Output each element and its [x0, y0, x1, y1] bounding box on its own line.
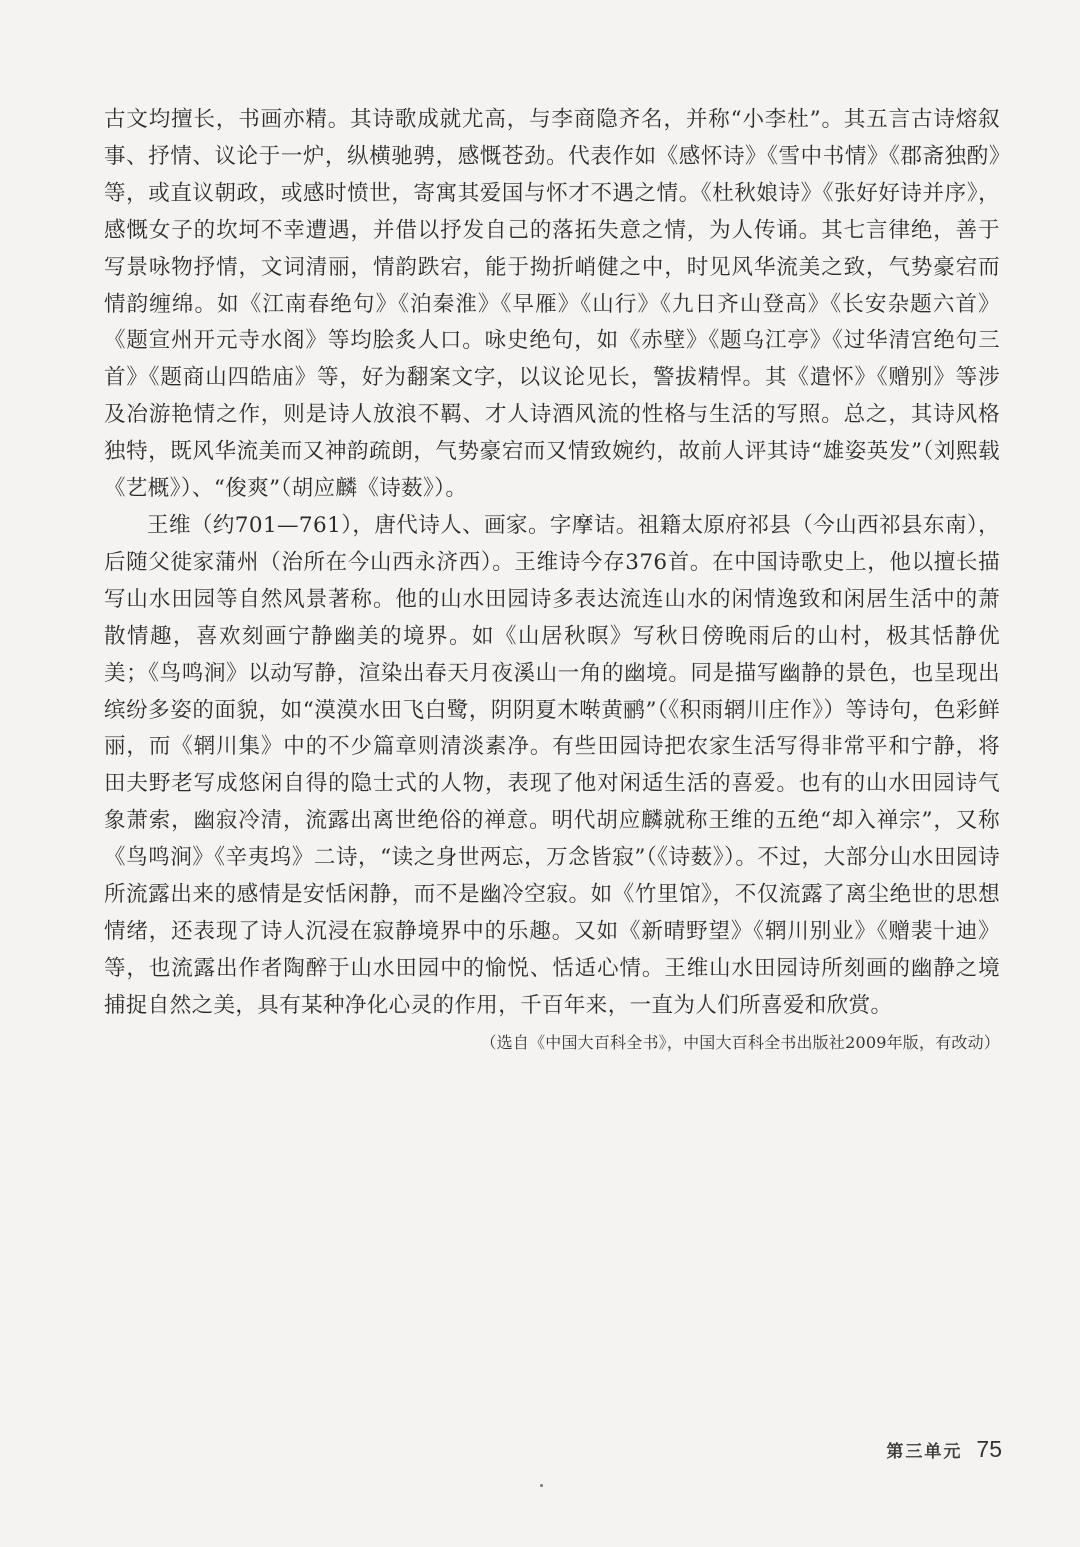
- page-number: 75: [976, 1436, 1002, 1462]
- page-footer: [886, 1436, 1002, 1463]
- scan-dot: [540, 1484, 543, 1487]
- paragraph-wang-wei: 王维（约701—761），唐代诗人、画家。字摩诘。祖籍太原府祁县（今山西祁县东南），后随父徙家蒲州（治所在今山西永济西）。王维诗今存376首。在中国诗歌史上，他以擅长描写山水田园等自然风景著称。他的山水田园诗多表达流连山水的闲情逸致和闲居生活中的萧散情趣，喜欢刻画宁静幽美的境界。如《山居秋暝》写秋日傍晚雨后的山村，极其恬静优美；《鸟鸣涧》以动写静，渲染出春天月夜溪山一角的幽境。同是描写幽静的景色，也呈现出缤纷多姿的面貌，如“漠漠水田飞白鹭，阴阴夏木啭黄鹂”（《积雨辋川庄作》）等诗句，色彩鲜丽，而《辋川集》中的不少篇章则清淡素净。有些田园诗把农家生活写得非常平和宁静，将田夫野老写成悠闲自得的隐士式的人物，表现了他对闲适生活的喜爱。也有的山水田园诗气象萧索，幽寂冷清，流露出离世绝俗的禅意。明代胡应麟就称王维的五绝“却入禅宗”，又称《鸟鸣涧》《辛夷坞》二诗，“读之身世两忘，万念皆寂”（《诗薮》）。不过，大部分山水田园诗所流露出来的感情是安恬闲静，而不是幽冷空寂。如《竹里馆》，不仅流露了离尘绝世的思想情绪，还表现了诗人沉浸在寂静境界中的乐趣。又如《新晴野望》《辋川别业》《赠裴十迪》等，也流露出作者陶醉于山水田园中的愉悦、恬适心情。王维山水田园诗所刻画的幽静之境捕捉自然之美，具有某种净化心灵的作用，千百年来，一直为人们所喜爱和欣赏。: [104, 512, 1000, 1018]
- unit-label: 第三单元: [886, 1442, 963, 1462]
- paragraph-du-mu: 古文均擅长，书画亦精。其诗歌成就尤高，与李商隐齐名，并称“小李杜”。其五言古诗熔叙事、抒情、议论于一炉，纵横驰骋，感慨苍劲。代表作如《感怀诗》《雪中书情》《郡斋独酌》等，或直议朝政，或感时愤世，寄寓其爱国与怀才不遇之情。《杜秋娘诗》《张好好诗并序》，感慨女子的坎坷不幸遭遇，并借以抒发自己的落拓失意之情，为人传诵。其七言律绝，善于写景咏物抒情，文词清丽，情韵跌宕，能于拗折峭健之中，时见风华流美之致，气势豪宕而情韵缠绵。如《江南春绝句》《泊秦淮》《早雁》《山行》《九日齐山登高》《长安杂题六首》《题宣州开元寺水阁》等均脍炙人口。咏史绝句，如《赤壁》《题乌江亭》《过华清宫绝句三首》《题商山四皓庙》等，好为翻案文字，以议论见长，警拔精悍。其《遣怀》《赠别》等涉及冶游艳情之作，则是诗人放浪不羁、才人诗酒风流的性格与生活的写照。总之，其诗风格独特，既风华流美而又神韵疏朗，气势豪宕而又情致婉约，故前人评其诗“雄姿英发”（刘熙载《艺概》）、“俊爽”（胡应麟《诗薮》）。: [104, 107, 1000, 502]
- source-note: （选自《中国大百科全书》，中国大百科全书出版社2009年版，有改动）: [480, 1032, 1000, 1052]
- article-body: [104, 102, 1000, 1055]
